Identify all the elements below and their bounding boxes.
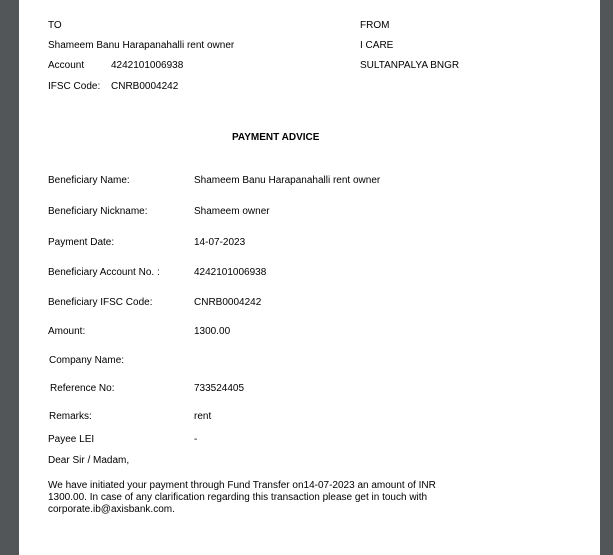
field-label-amount: Amount: [48,326,86,337]
document-title: PAYMENT ADVICE [232,132,320,143]
account-label: Account [48,60,85,71]
body-paragraph: We have initiated your payment through Fund Transfer on14-07-2023 an amount of INR 1300.00. In case of any clarification regarding this transaction please get in touch with corporate.ib@axisbank.com. [48,480,436,515]
field-label-remarks: Remarks: [49,411,92,422]
field-label-reference-no: Reference No: [50,383,115,394]
salutation: Dear Sir / Madam, [48,455,130,466]
field-label-account-no: Beneficiary Account No. : [48,267,160,278]
document-page [19,0,600,555]
to-label: TO [48,20,62,31]
field-value-reference-no: 733524405 [194,383,245,394]
field-value-payment-date: 14-07-2023 [194,237,246,248]
field-value-amount: 1300.00 [194,326,231,337]
field-value-payee-lei: - [194,434,198,445]
to-name: Shameem Banu Harapanahalli rent owner [48,40,235,51]
field-value-account-no: 4242101006938 [194,267,267,278]
ifsc-label: IFSC Code: [48,81,101,92]
field-label-payment-date: Payment Date: [48,237,115,248]
field-label-company-name: Company Name: [49,355,125,366]
from-line-2: SULTANPALYA BNGR [360,60,460,71]
field-value-ifsc-code: CNRB0004242 [194,297,262,308]
from-line-1: I CARE [360,40,394,51]
ifsc-value: CNRB0004242 [111,81,179,92]
field-label-beneficiary-nickname: Beneficiary Nickname: [48,206,148,217]
account-value: 4242101006938 [111,60,184,71]
field-value-remarks: rent [194,411,212,422]
field-value-beneficiary-nickname: Shameem owner [194,206,270,217]
from-label: FROM [360,20,390,31]
field-label-payee-lei: Payee LEI [48,434,95,445]
field-label-ifsc-code: Beneficiary IFSC Code: [48,297,153,308]
field-value-beneficiary-name: Shameem Banu Harapanahalli rent owner [194,175,381,186]
field-label-beneficiary-name: Beneficiary Name: [48,175,130,186]
